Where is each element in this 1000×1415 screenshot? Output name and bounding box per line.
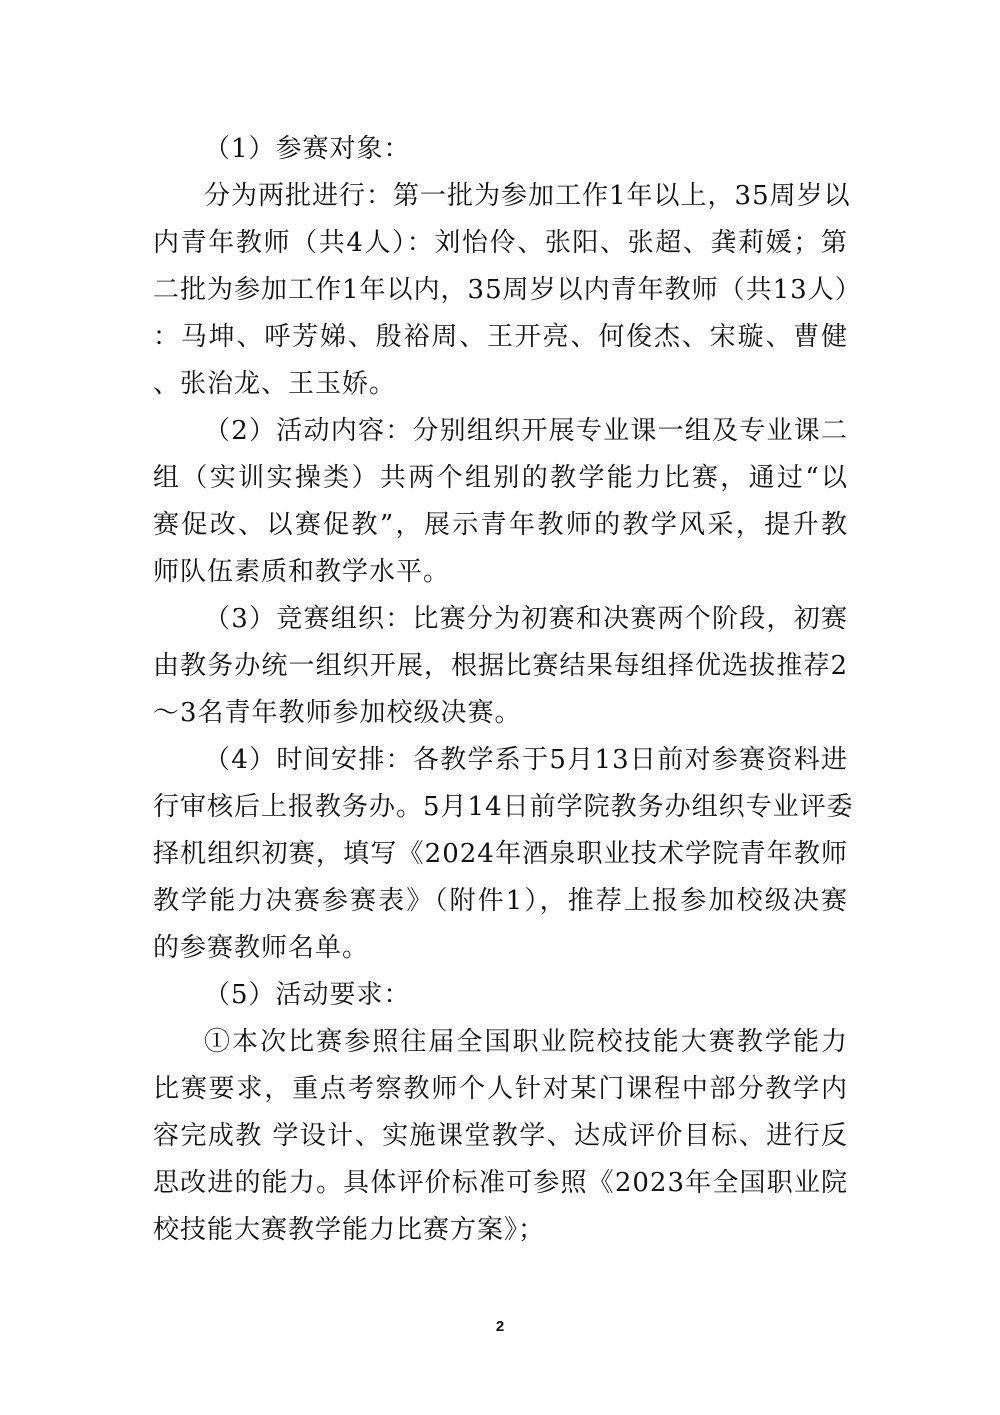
heading-participants: （1）参赛对象：	[204, 134, 411, 164]
paragraph-line: 比赛要求，重点考察教师个人针对某门课程中部分教学内	[153, 1074, 848, 1104]
paragraph-line: 、张治龙、王玉娇。	[153, 369, 397, 399]
paragraph-line: 校技能大赛教学能力比赛方案》；	[153, 1215, 546, 1245]
paragraph-line: 分为两批进行：第一批为参加工作1年以上，35周岁以	[204, 181, 851, 211]
heading-requirements: （5）活动要求：	[204, 980, 411, 1010]
paragraph-line: 的参赛教师名单。	[153, 933, 370, 963]
paragraph-line: 教学能力决赛参赛表》（附件1），推荐上报参加校级决赛	[153, 886, 848, 916]
paragraph-line: 容完成教 学设计、实施课堂教学、达成评价目标、进行反	[153, 1121, 848, 1151]
paragraph-line: ～3名青年教师参加校级决赛。	[153, 698, 522, 728]
paragraph-line: （3）竞赛组织：比赛分为初赛和决赛两个阶段，初赛	[204, 604, 848, 634]
paragraph-line: 师队伍素质和教学水平。	[153, 557, 451, 587]
paragraph-line: 赛促改、以赛促教”，展示青年教师的教学风采，提升教	[153, 510, 848, 540]
page-number: 2	[495, 1318, 505, 1335]
paragraph-line: 思改进的能力。具体评价标准可参照《2023年全国职业院	[153, 1168, 848, 1198]
paragraph-line: 行审核后上报教务办。5月14日前学院教务办组织专业评委	[153, 792, 854, 822]
paragraph-line: ：马坤、呼芳娣、殷裕周、王开亮、何俊杰、宋璇、曹健	[153, 322, 848, 352]
paragraph-line: 内青年教师（共4人）：刘怡伶、张阳、张超、龚莉媛；第	[153, 228, 848, 258]
paragraph-line: （2）活动内容：分别组织开展专业课一组及专业课二	[204, 416, 848, 446]
paragraph-line: （4）时间安排：各教学系于5月13日前对参赛资料进	[204, 745, 848, 775]
paragraph-line: 由教务办统一组织开展，根据比赛结果每组择优选拔推荐2	[153, 651, 848, 681]
paragraph-line: 组（实训实操类）共两个组别的教学能力比赛，通过“以	[153, 463, 848, 493]
paragraph-line: ①本次比赛参照往届全国职业院校技能大赛教学能力	[204, 1027, 848, 1057]
paragraph-line: 择机组织初赛，填写《2024年酒泉职业技术学院青年教师	[153, 839, 848, 869]
paragraph-line: 二批为参加工作1年以内，35周岁以内青年教师（共13人）	[153, 275, 862, 305]
